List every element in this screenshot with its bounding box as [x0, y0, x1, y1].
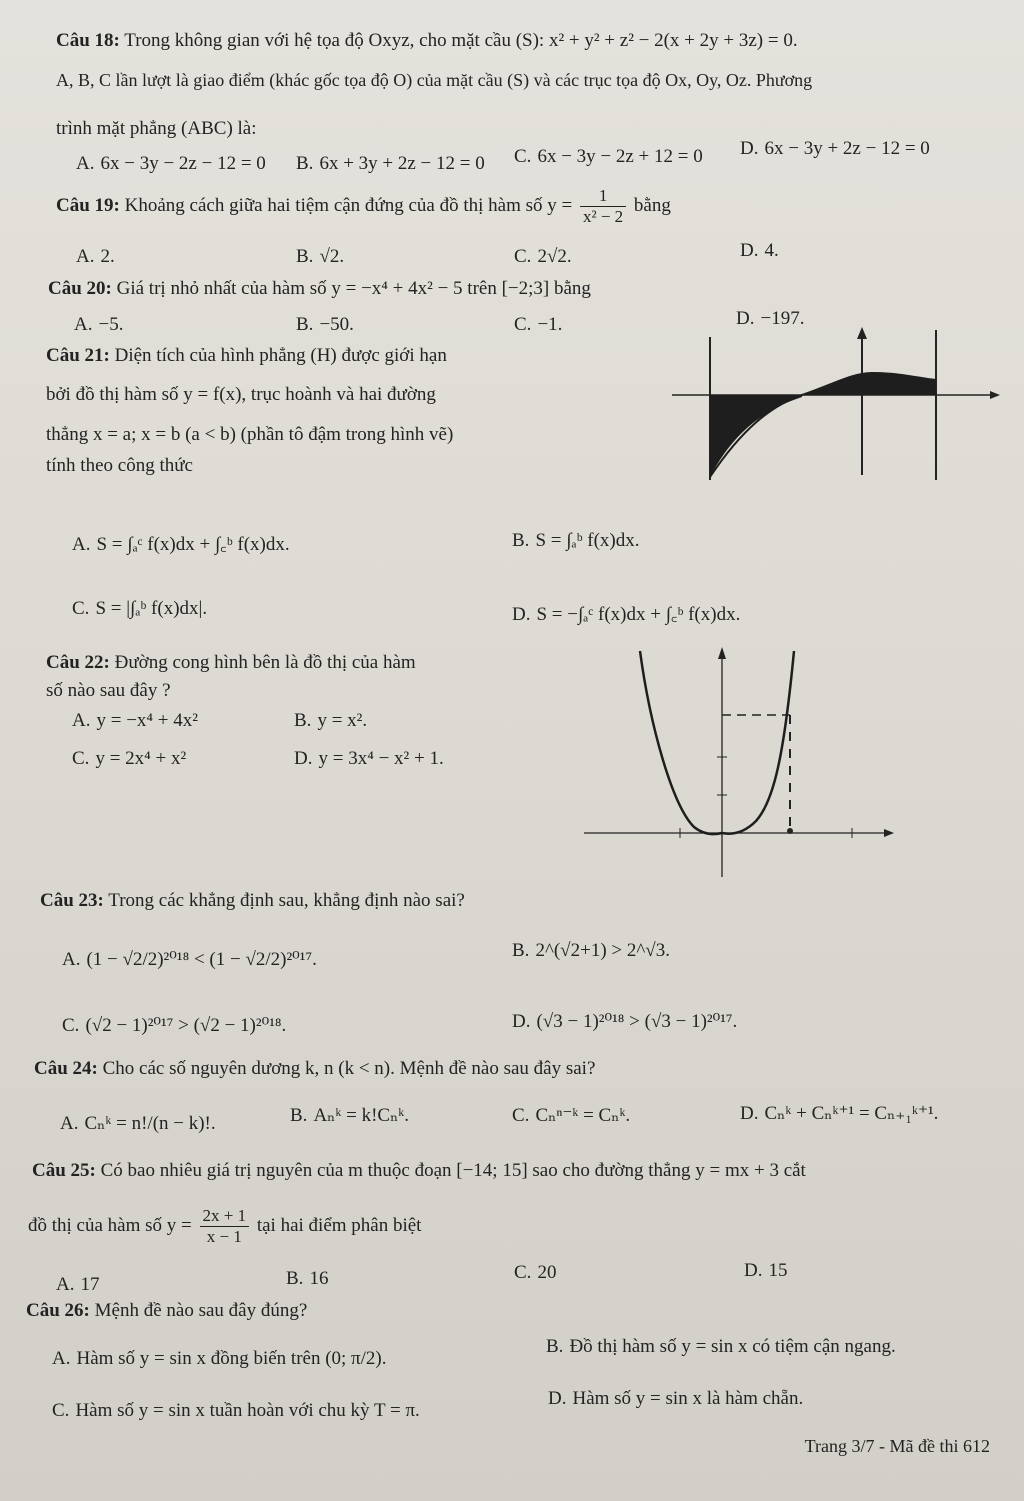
q24-option-a[interactable]: A. Cₙᵏ = n!/(n − k)!.	[60, 1113, 216, 1134]
q25-text-2: đồ thị của hàm số y =	[28, 1214, 192, 1236]
q23-option-c[interactable]: C. (√2 − 1)²⁰¹⁷ > (√2 − 1)²⁰¹⁸.	[62, 1015, 287, 1036]
q19-option-c[interactable]: C. 2√2.	[514, 246, 572, 267]
q22-option-c[interactable]: C. y = 2x⁴ + x²	[72, 748, 187, 769]
q18-line3: trình mặt phẳng (ABC) là:	[56, 118, 257, 139]
q25-text-3: tại hai điểm phân biệt	[256, 1214, 422, 1236]
q21-line4: tính theo công thức	[46, 455, 193, 476]
q26-option-a[interactable]: A. Hàm số y = sin x đồng biến trên (0; π/2).	[52, 1348, 387, 1369]
q21-option-d[interactable]: D. S = −∫ₐᶜ f(x)dx + ∫꜀ᵇ f(x)dx.	[512, 604, 741, 625]
q19-line	[56, 186, 671, 227]
q18-line1	[56, 30, 798, 52]
q25-text-1: Có bao nhiêu giá trị nguyên của m thuộc đoạn [−14; 15] sao cho đường thẳng y = mx + 3 cắt	[100, 1160, 806, 1181]
q24-option-b[interactable]: B. Aₙᵏ = k!Cₙᵏ.	[290, 1105, 410, 1126]
q26-option-c[interactable]: C. Hàm số y = sin x tuần hoàn với chu kỳ T = π.	[52, 1400, 420, 1421]
q22-option-d[interactable]: D. y = 3x⁴ − x² + 1.	[294, 748, 444, 769]
q26-option-d[interactable]: D. Hàm số y = sin x là hàm chẵn.	[548, 1388, 804, 1409]
q23-line	[40, 890, 465, 912]
q24-text: Cho các số nguyên dương k, n (k < n). Mệnh đề nào sau đây sai?	[102, 1058, 596, 1079]
q20-option-b[interactable]: B. −50.	[296, 314, 354, 335]
q19-text: Khoảng cách giữa hai tiệm cận đứng của đồ thị hàm số y =	[124, 194, 573, 216]
q24-option-d[interactable]: D. Cₙᵏ + Cₙᵏ⁺¹ = Cₙ₊₁ᵏ⁺¹.	[740, 1103, 939, 1124]
q25-option-c[interactable]: C. 20	[514, 1262, 557, 1283]
q21-label: Câu 21:	[46, 345, 110, 366]
q21-option-a[interactable]: A. S = ∫ₐᶜ f(x)dx + ∫꜀ᵇ f(x)dx.	[72, 534, 290, 555]
q19-text-after: bằng	[633, 194, 671, 216]
q19-option-a[interactable]: A. 2.	[76, 246, 115, 267]
q25-option-b[interactable]: B. 16	[286, 1268, 329, 1289]
q22-option-b[interactable]: B. y = x².	[294, 710, 368, 731]
q20-text: Giá trị nhỏ nhất của hàm số y = −x⁴ + 4x² − 5 trên [−2;3] bằng	[116, 278, 591, 299]
q25-line1	[32, 1160, 806, 1182]
q23-text: Trong các khẳng định sau, khẳng định nào sai?	[108, 890, 465, 911]
q23-option-a[interactable]: A. (1 − √2/2)²⁰¹⁸ < (1 − √2/2)²⁰¹⁷.	[62, 949, 317, 970]
q25-fraction: $\frac{2x + 1}{x - 1}$	[200, 1206, 250, 1247]
q26-line	[26, 1300, 307, 1322]
q18-label: Câu 18:	[56, 30, 120, 51]
q21-text-1: Diện tích của hình phẳng (H) được giới hạn	[114, 345, 447, 366]
q18-option-c[interactable]: C. 6x − 3y − 2z + 12 = 0	[514, 146, 703, 167]
q22-option-a[interactable]: A. y = −x⁴ + 4x²	[72, 710, 198, 731]
q22-text-1: Đường cong hình bên là đồ thị của hàm	[114, 652, 416, 673]
q25-label: Câu 25:	[32, 1160, 96, 1181]
q25-option-d[interactable]: D. 15	[744, 1260, 788, 1281]
q24-option-c[interactable]: C. Cₙⁿ⁻ᵏ = Cₙᵏ.	[512, 1105, 631, 1126]
q20-label: Câu 20:	[48, 278, 112, 299]
q18-line2: A, B, C lần lượt là giao điểm (khác gốc tọa độ O) của mặt cầu (S) và các trục tọa độ Ox, Oy, Oz. Phương	[56, 70, 813, 90]
q24-line	[34, 1058, 595, 1080]
page-footer: Trang 3/7 - Mã đề thi 612	[804, 1436, 990, 1456]
q18-text-1: Trong không gian với hệ tọa độ Oxyz, cho mặt cầu (S): x² + y² + z² − 2(x + 2y + 3z) = 0.	[124, 30, 798, 51]
q26-option-b[interactable]: B. Đồ thị hàm số y = sin x có tiệm cận ngang.	[546, 1336, 896, 1357]
q26-text: Mệnh đề nào sau đây đúng?	[94, 1300, 308, 1321]
q19-label: Câu 19:	[56, 194, 120, 216]
q26-label: Câu 26:	[26, 1300, 90, 1321]
q20-option-d[interactable]: D. −197.	[736, 308, 805, 329]
q20-line	[48, 278, 591, 300]
q22-line1	[46, 652, 416, 674]
q21-line3: thẳng x = a; x = b (a < b) (phần tô đậm trong hình vẽ)	[46, 424, 454, 445]
q23-option-b[interactable]: B. 2^(√2+1) > 2^√3.	[512, 940, 670, 961]
q21-option-b[interactable]: B. S = ∫ₐᵇ f(x)dx.	[512, 530, 640, 551]
q22-label: Câu 22:	[46, 652, 110, 673]
q18-option-a[interactable]: A. 6x − 3y − 2z − 12 = 0	[76, 153, 266, 174]
q21-option-c[interactable]: C. S = |∫ₐᵇ f(x)dx|.	[72, 598, 208, 619]
q18-option-d[interactable]: D. 6x − 3y + 2z − 12 = 0	[740, 138, 930, 159]
q22-graph-figure	[580, 645, 900, 885]
q25-option-a[interactable]: A. 17	[56, 1274, 100, 1295]
q21-area-figure	[672, 325, 1004, 485]
q25-line2	[28, 1206, 421, 1247]
q22-line2: số nào sau đây ?	[46, 680, 171, 701]
q20-option-c[interactable]: C. −1.	[514, 314, 563, 335]
q19-fraction: $\frac{1}{\text{x² − 2}}$	[580, 186, 626, 227]
q24-label: Câu 24:	[34, 1058, 98, 1079]
q20-option-a[interactable]: A. −5.	[74, 314, 124, 335]
q23-option-d[interactable]: D. (√3 − 1)²⁰¹⁸ > (√3 − 1)²⁰¹⁷.	[512, 1011, 738, 1032]
q21-line2: bởi đồ thị hàm số y = f(x), trục hoành và hai đường	[46, 384, 436, 405]
q23-label: Câu 23:	[40, 890, 104, 911]
q18-option-b[interactable]: B. 6x + 3y + 2z − 12 = 0	[296, 153, 485, 174]
q19-option-b[interactable]: B. √2.	[296, 246, 345, 267]
q21-line1	[46, 345, 447, 367]
q19-option-d[interactable]: D. 4.	[740, 240, 779, 261]
